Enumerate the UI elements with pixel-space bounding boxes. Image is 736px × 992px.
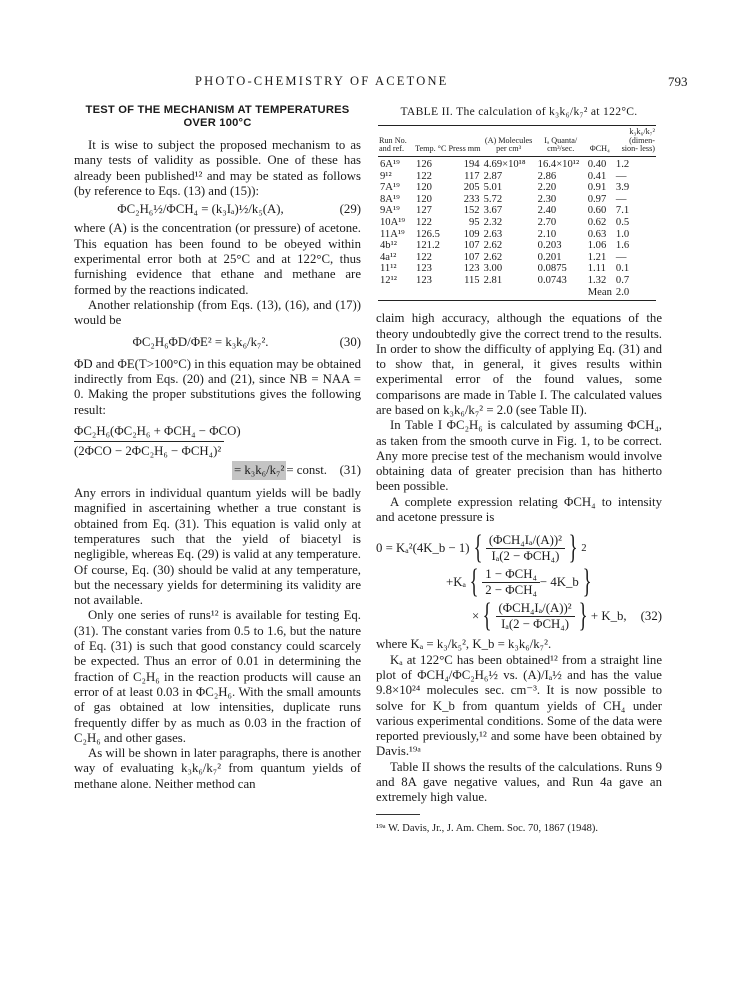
table-cell: 4b¹² [380,240,397,252]
equation-32 [376,531,662,633]
table-cell: 120 [416,193,432,205]
table-header-cell: Run No. and ref. [379,135,407,154]
equation-31-denominator: (2ΦCO − 2ΦC₂H₆ − ΦCH₄)² [74,444,222,459]
brace-close: } [582,563,592,601]
equation-term: + K_b, [590,608,627,623]
table-cell: 0.62 [587,217,607,229]
table-cell: 95 [468,217,480,229]
equation-32-line1: 0 = Kₐ²(4K_b − 1) { $\frac{\text{(ΦCH₄Iₐ/(A))²}}{\text{Iₐ(2 − ΦCH₄)}}$ } 2 [376,529,587,567]
table-cell: 205 [463,182,480,194]
table-cell: 1.2 [615,159,630,171]
table-header-cell: ΦCH₄ [589,144,610,154]
table-cell: — [615,251,627,263]
fraction [486,533,565,565]
table-cell: 9¹² [380,170,392,182]
brace-close: } [568,529,578,567]
table-cell: 2.40 [537,205,557,217]
table-row [378,217,656,229]
table-cell: 2.10 [537,228,557,240]
equation-number: (31) [339,463,361,478]
table-cell: 16.4×10¹² [537,159,580,171]
table-cell: 194 [463,159,480,171]
table-cell: 3.9 [615,182,630,194]
equation-31-result [74,461,361,480]
table-cell: 0.5 [615,217,630,229]
fraction-denominator: 2 − ΦCH₄ [485,582,537,597]
table-cell: 123 [416,263,432,275]
table-cell: 0.41 [587,170,607,182]
table-cell: 7.1 [615,205,630,217]
paragraph: Any errors in individual quantum yields will be badly magnified in ascertaining whether a true constant is obtained from Eq. (31). This equation is valid only at temperatures such that the yield of biacetyl is negligible, whereas Eq. (29) is valid at any temperature. Of course, Eq. (30) should be valid at any temperature, but the necessary yields for determining its validity are not available. [74,486,361,608]
table-cell: 2.87 [483,170,503,182]
equation-32-line2 [376,565,662,599]
table-cell: 127 [416,205,432,217]
table-row [378,171,656,183]
right-column [376,104,662,836]
equation-term: +Kₐ [446,574,466,589]
paragraph: where Kₐ = k₃/k₅², K_b = k₃k₆/k₇². [376,637,552,652]
paragraph: Table II shows the results of the calculations. Runs 9 and 8A gave negative values, and Run 4a gave an extremely high value. [376,759,662,805]
fraction-numerator: 1 − ΦCH₄ [482,567,540,583]
table-cell: 107 [463,240,480,252]
table-cell: 2.62 [483,240,503,252]
table-cell: 0.97 [587,193,607,205]
table-row [378,194,656,206]
brace-open: { [473,529,483,567]
table-cell: 122 [416,170,432,182]
equation-body: ΦC₂H₆½/ΦCH₄ = (k₃Iₐ)½/k₅(A), [117,202,284,217]
table-cell: 0.0743 [537,275,567,287]
page-number: 793 [668,74,688,89]
table-header-cell: Temp. °C [415,144,447,154]
table-cell: 1.32 [587,275,607,287]
table-cell: 2.32 [483,217,503,229]
table-cell: 11A¹⁹ [380,228,405,240]
paragraph: Another relationship (from Eqs. (13), (16), and (17)) would be [74,297,361,328]
paragraph: A complete expression relating ΦCH₄ to intensity and acetone pressure is [376,494,662,525]
table-cell: 11¹² [380,263,397,275]
running-head [0,74,736,94]
paragraph: Kₐ at 122°C has been obtained¹² from a straight line plot of ΦCH₄/ΦC₂H₆½ vs. (A)/Iₐ½ and has the value 9.8×10²⁴ molecules sec. cm⁻³. It is now possible to solve for K_b from quantum yields of CH₄ under various experimental conditions. Some of the data were reported previously,¹² and some have been obtained by Davis.¹⁹ᵃ [376,652,662,759]
table-row [378,182,656,194]
equation-number: (32) [640,608,662,623]
equation-const: = const. [286,463,327,478]
table-cell: 1.21 [587,251,607,263]
table-cell: 0.63 [587,228,607,240]
table-2 [378,125,656,301]
table-cell: 10A¹⁹ [380,217,406,229]
equation-31 [74,422,361,480]
table-cell: 1.11 [587,263,606,275]
table-cell: 233 [463,193,480,205]
table-cell: 2.86 [537,170,557,182]
fraction-denominator: Iₐ(2 − ΦCH₄) [491,548,560,563]
table-cell: 7A¹⁹ [380,182,400,194]
fraction [496,601,575,633]
table-cell: — [615,170,627,182]
table-cell: 8A¹⁹ [380,193,400,205]
paragraph: As will be shown in later paragraphs, there is another way of evaluating k₃k₆/k₇² from quantum yields of methane alone. Neither method can [74,746,361,791]
table-mean-value: 2.0 [615,286,630,298]
table-row [378,157,656,171]
equation-number: (29) [339,202,361,217]
paragraph: where (A) is the concentration (or pressure) of acetone. This equation has been found to be obeyed within experimental error both at 25°C and at 122°C, thus furnishing evidence that ethane and methane are formed by the reactions indicated. [74,221,361,297]
table-cell: 0.0875 [537,263,567,275]
fraction-numerator: (ΦCH₄Iₐ/(A))² [496,601,575,617]
table-cell: 107 [463,251,480,263]
table-cell: 2.30 [537,193,557,205]
running-head-title: PHOTO-CHEMISTRY OF ACETONE [195,74,449,88]
table-header-cell: Iₐ Quanta/ cm³/sec. [544,135,578,154]
table-cell: 109 [463,228,480,240]
paragraph: In Table I ΦC₂H₆ is calculated by assuming ΦCH₄, as taken from the smooth curve in Fig. 1, to be correct. Any more precise test of the mechanism would involve obtaining data of greater precision than has hitherto been possible. [376,418,662,494]
table-body [378,157,656,301]
table-cell: 9A¹⁹ [380,205,400,217]
table-cell: 152 [463,205,480,217]
table-row [378,252,656,264]
table-cell: 0.7 [615,275,630,287]
table-cell: 6A¹⁹ [380,159,400,171]
table-row [378,275,656,287]
table-cell: 0.203 [537,240,562,252]
table-header-row [378,126,656,157]
table-cell: 2.62 [483,251,503,263]
table-mean-row [378,287,656,301]
equation-lhs: 0 = Kₐ²(4K_b − 1) [376,540,470,555]
equation-number: (30) [339,334,361,349]
table-cell: 123 [463,263,480,275]
table-cell: 2.81 [483,275,503,287]
paragraph: ΦD and ΦE(T>100°C) in this equation may be obtained indirectly from Eqs. (20) and (21), since NB = NAA = 0. Making the proper substitutions gives the following result: [74,356,361,417]
table-cell: 2.70 [537,217,557,229]
table-cell: 1.6 [615,240,630,252]
table-header-cell: k₃k₆/k₇² (dimen- sion- less) [621,127,655,154]
table-cell: 2.20 [537,182,557,194]
table-mean-label: Mean [587,286,612,298]
table-row [378,263,656,275]
fraction-numerator: (ΦCH₄Iₐ/(A))² [486,533,565,549]
table-cell: 126.5 [416,228,440,240]
table-cell: 5.01 [483,182,503,194]
table-caption: TABLE II. The calculation of k₃k₆/k₇² at 122°C. [400,105,638,118]
equation-32-line3 [376,599,662,633]
highlighted-text: = k₃k₆/k₇² [232,461,286,480]
brace-close: } [578,597,588,635]
table-cell: 4.69×10¹⁸ [483,159,526,171]
table-cell: 3.00 [483,263,503,275]
table-cell: 0.40 [587,159,607,171]
table-cell: 115 [464,275,480,287]
table-cell: 0.1 [615,263,630,275]
table-cell: 122 [416,251,432,263]
table-row [378,229,656,241]
table-cell: 1.0 [615,228,630,240]
table-cell: — [615,193,627,205]
table-row [378,205,656,217]
left-column [74,104,361,792]
table-cell: 4a¹² [380,251,397,263]
table-header-cell: Press mm [448,144,481,154]
paragraph: claim high accuracy, although the equations of the theory undoubtedly give the correct trend to the results. In order to show the difficulty of applying Eq. (31) and to show that, in general, it gives results within experimental error of the found values, some comparisons are made in Table I. The calculated values are based on k₃k₆/k₇² = 2.0 (see Table II). [376,311,662,417]
table-cell: 122 [416,217,432,229]
equation-31-numerator: ΦC₂H₆(ΦC₂H₆ + ΦCH₄ − ΦCO) [74,424,241,439]
equation-term: − 4K_b [539,574,579,589]
table-header-cell: (A) Molecules per cm³ [484,135,533,154]
table-cell: 117 [464,170,480,182]
table-cell: 2.63 [483,228,503,240]
table-cell: 0.91 [587,182,607,194]
table-cell: 121.2 [416,240,440,252]
table-row [378,240,656,252]
paragraph: Only one series of runs¹² is available for testing Eq. (31). The constant varies from 0.5 to 1.6, but the nature of Eq. (31) is such that good constancy could scarcely be expected. Thus an error of 0.01 in determining the fraction of C₂H₆ in the reaction products will cause an error of at least 0.03 in ΦC₂H₆. With the small amounts of gas obtained at low intensities, duplicate runs frequently differ by as much as 0.03 in the fraction of C₂H₆ and other gases. [74,608,361,745]
table-cell: 0.60 [587,205,607,217]
table-cell: 126 [416,159,432,171]
equation-30 [74,335,361,350]
table-cell: 1.06 [587,240,607,252]
table-cell: 12¹² [380,275,397,287]
equation-times: × [472,608,480,623]
brace-open: { [482,597,492,635]
fraction [482,567,540,599]
footnote: ¹⁹ᵃ W. Davis, Jr., J. Am. Chem. Soc. 70, 1867 (1948). [376,822,599,834]
brace-open: { [469,563,479,601]
section-heading: TEST OF THE MECHANISM AT TEMPERATURES OVER 100°C [85,104,350,129]
table-cell: 3.67 [483,205,503,217]
table-cell: 0.201 [537,251,562,263]
equation-body: ΦC₂H₆ΦD/ΦE² = k₃k₆/k₇². [132,334,269,349]
equation-29 [74,202,361,217]
table-cell: 5.72 [483,193,503,205]
paragraph: It is wise to subject the proposed mechanism to as many tests of validity as possible. One of these has already been published¹² and may be stated as follows (by reference to Eqs. (13) and (15)): [74,138,361,198]
table-cell: 120 [416,182,432,194]
table-cell: 123 [416,275,432,287]
footnote-rule [376,814,420,815]
fraction-denominator: Iₐ(2 − ΦCH₄) [501,616,570,631]
